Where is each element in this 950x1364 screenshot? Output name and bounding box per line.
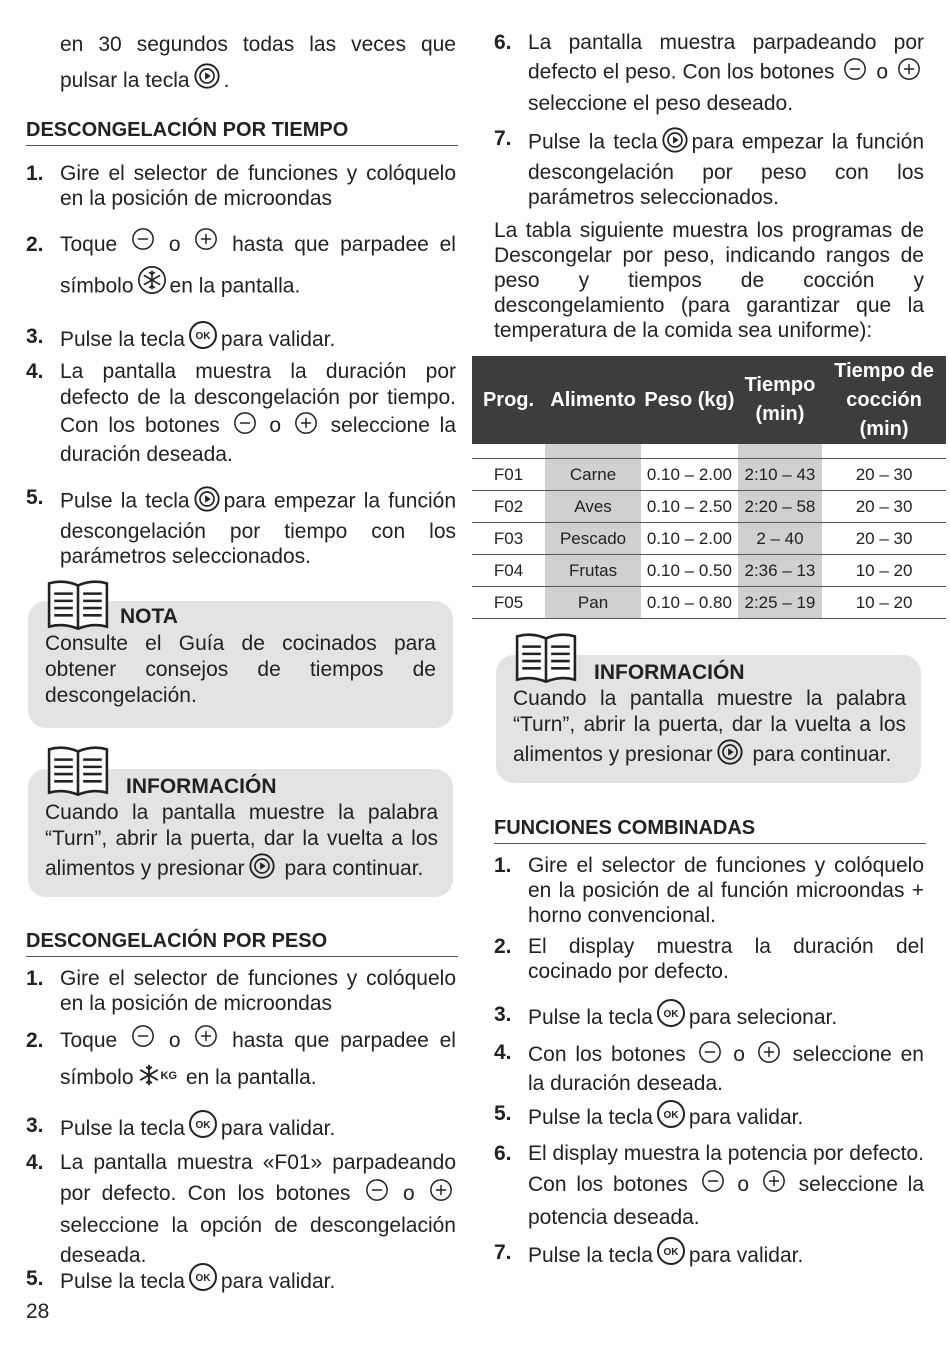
- table-row: F02 Aves 0.10 – 2.50 2:20 – 58 20 – 30: [472, 491, 946, 523]
- peso-step-2: 2. Toque o hasta que parpadee el símbolo $^{KG}$ en la pantalla.: [26, 1024, 456, 1098]
- start-icon: [193, 62, 221, 101]
- start-icon: [661, 126, 689, 160]
- section-heading-peso: DESCONGELACIÓN POR PESO: [26, 930, 458, 957]
- info-title: INFORMACIÓN: [126, 775, 277, 798]
- peso-step-4: 4. La pantalla muestra «F01» parpadeando por defecto. Con los botones o seleccione la opción de descongelación deseada.: [26, 1151, 456, 1267]
- table-row: F04 Frutas 0.10 – 0.50 2:36 – 13 10 – 20: [472, 555, 946, 587]
- minus-icon: [131, 225, 155, 265]
- combinadas-step-7: 7. Pulse la tecla OK para validar.: [494, 1236, 924, 1277]
- table-row: F05 Pan 0.10 – 0.80 2:25 – 19 10 – 20: [472, 587, 946, 619]
- combinadas-step-5: 5. Pulse la tecla OK para validar.: [494, 1099, 924, 1138]
- start-icon: [248, 852, 276, 887]
- snowflake-kg-icon: KG: [137, 1059, 178, 1098]
- minus-icon: [843, 57, 867, 89]
- minus-icon: [131, 1024, 155, 1059]
- table-row: F01 Carne 0.10 – 2.00 2:10 – 43 20 – 30: [472, 459, 946, 491]
- tiempo-step-5: 5. Pulse la tecla para empezar la función descongelación por tiempo con los parámetros seleccionados.: [26, 486, 456, 568]
- table-header: Tiempo de cocción (min): [822, 356, 946, 444]
- ok-button-icon: [656, 998, 686, 1039]
- svg-text:OK: OK: [663, 1247, 679, 1258]
- combinadas-step-4: 4. Con los botones o seleccione en la duración deseada.: [494, 1041, 924, 1095]
- table-header: Alimento: [545, 356, 641, 444]
- table-intro: La tabla siguiente muestra los programas de Descongelar por peso, indicando rangos de peso y tiempos de cocción y descongelamiento (para garantizar que la temperatura de la comida sea uniforme):: [494, 219, 924, 342]
- ok-button-icon: [188, 1109, 218, 1150]
- minus-icon: [701, 1169, 725, 1202]
- svg-text:OK: OK: [195, 331, 211, 342]
- peso-step-1: 1. Gire el selector de funciones y colóquelo en la posición de microondas: [26, 967, 456, 1015]
- info-body: Cuando la pantalla muestre la palabra “Turn”, abrir la puerta, dar la vuelta a los alimentos y presionar para continuar.: [513, 686, 906, 773]
- plus-icon: [194, 1024, 218, 1059]
- table-header: Tiempo (min): [738, 356, 822, 444]
- note-title: NOTA: [120, 605, 178, 628]
- defrost-programs-table: [472, 356, 946, 619]
- intro-paragraph: en 30 segundos todas las veces que pulsar la tecla .: [60, 28, 456, 101]
- minus-icon: [233, 411, 257, 442]
- combinadas-step-1: 1. Gire el selector de funciones y colóquelo en la posición de al función microondas + horno convencional.: [494, 854, 924, 927]
- svg-text:OK: OK: [195, 1120, 211, 1131]
- peso-step-6: 6. La pantalla muestra parpadeando por defecto el peso. Con los botones o seleccione el peso deseado.: [494, 31, 924, 115]
- plus-icon: [897, 57, 921, 89]
- snowflake-circle-icon: [137, 265, 167, 309]
- minus-icon: [365, 1178, 389, 1211]
- info-body: Cuando la pantalla muestre la palabra “Turn”, abrir la puerta, dar la vuelta a los alimentos y presionar para continuar.: [45, 800, 438, 887]
- plus-icon: [294, 411, 318, 442]
- ok-button-icon: [656, 1099, 686, 1138]
- combinadas-step-3: 3. Pulse la tecla OK para selecionar.: [494, 998, 924, 1039]
- table-header: Prog.: [472, 356, 545, 444]
- ok-button-icon: [188, 1262, 218, 1303]
- start-icon: [193, 485, 221, 519]
- section-heading-combinadas: FUNCIONES COMBINADAS: [494, 817, 926, 844]
- tiempo-step-3: 3. Pulse la tecla OK para validar.: [26, 320, 456, 361]
- peso-step-3: 3. Pulse la tecla OK para validar.: [26, 1109, 456, 1150]
- plus-icon: [762, 1169, 786, 1202]
- table-header: Peso (kg): [641, 356, 738, 444]
- plus-icon: [194, 225, 218, 265]
- plus-icon: [429, 1178, 453, 1211]
- ok-button-icon: [188, 320, 218, 361]
- tiempo-step-2: 2. Toque o hasta que parpadee el símbolo en la pantalla.: [26, 225, 456, 309]
- note-body: Consulte el Guía de cocinados para obtener consejos de tiempos de descongelación.: [45, 632, 436, 707]
- svg-text:OK: OK: [195, 1273, 211, 1284]
- ok-button-icon: [656, 1236, 686, 1277]
- tiempo-step-4: 4. La pantalla muestra la duración por defecto de la descongelación por tiempo. Con los botones o seleccione la duración deseada.: [26, 360, 457, 466]
- info-title: INFORMACIÓN: [594, 661, 745, 684]
- book-icon: [514, 632, 578, 684]
- svg-text:OK: OK: [663, 1110, 679, 1121]
- book-icon: [46, 579, 110, 631]
- start-icon: [716, 738, 744, 773]
- peso-step-5: 5. Pulse la tecla OK para validar.: [26, 1262, 456, 1303]
- combinadas-step-6: 6. El display muestra la potencia por defecto. Con los botones o seleccione la potencia deseada.: [494, 1142, 925, 1229]
- combinadas-step-2: 2. El display muestra la duración del cocinado por defecto.: [494, 935, 924, 983]
- page-number: 28: [26, 1300, 50, 1323]
- tiempo-step-1: 1. Gire el selector de funciones y colóquelo en la posición de microondas: [26, 162, 456, 210]
- svg-text:OK: OK: [663, 1009, 679, 1020]
- section-heading-tiempo: DESCONGELACIÓN POR TIEMPO: [26, 119, 458, 146]
- table-row: F03 Pescado 0.10 – 2.00 2 – 40 20 – 30: [472, 523, 946, 555]
- plus-icon: [757, 1040, 781, 1071]
- peso-step-7: 7. Pulse la tecla para empezar la función descongelación por peso con los parámetros seleccionados.: [494, 127, 924, 209]
- book-icon: [46, 745, 110, 797]
- minus-icon: [698, 1040, 722, 1071]
